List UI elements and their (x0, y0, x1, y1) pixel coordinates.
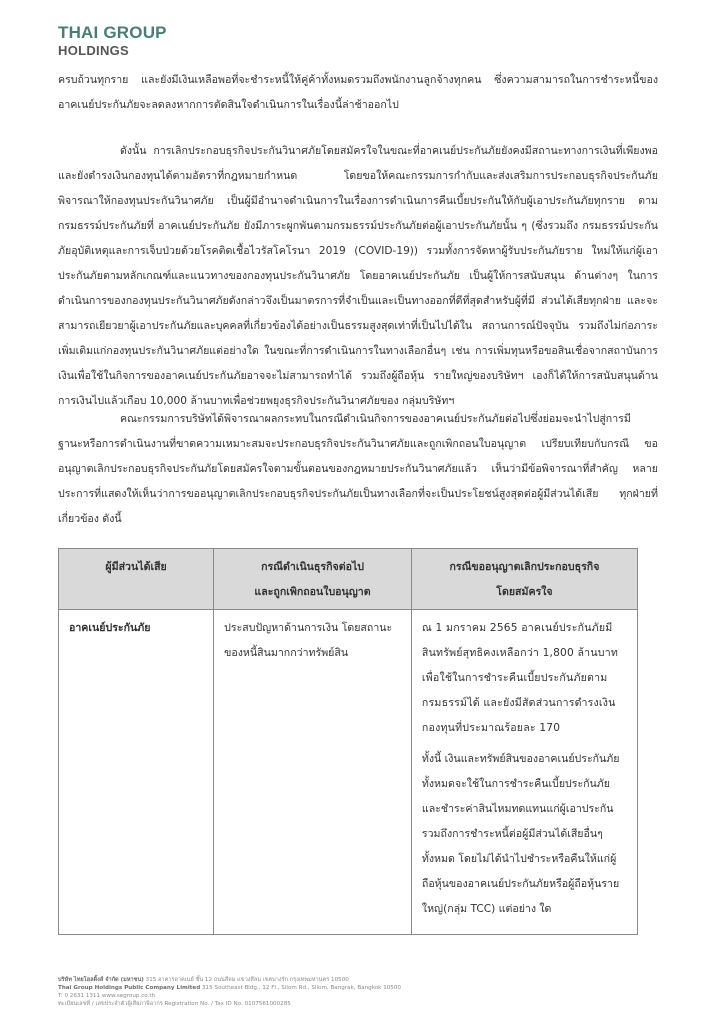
cell-continue-case: ประสบปัญหาด้านการเงิน โดยสถานะของหนี้สินมากกว่าทรัพย์สิน (214, 610, 412, 935)
table-header-row (59, 549, 638, 610)
header-stakeholder: ผู้มีส่วนได้เสีย (59, 549, 214, 610)
footer-address-en: 315 Southeast Bldg., 12 Fl., Silom Rd., Silom, Bangrak, Bangkok 10500 (202, 985, 401, 991)
paragraph-voluntary-exit: ดังนั้น การเลิกประกอบธุรกิจประกันวินาศภัยโดยสมัครใจในขณะที่อาคเนย์ประกันภัยยังคงมีสถานะทางการเงินที่เพียงพอ และยังดำรงเงินกองทุนได้ตามอัตราที่กฎหมายกำหนด โดยขอให้คณะกรรมการกำกับและส่งเสริมการประกอบธุรกิจประกันภัย พิจารณาให้กองทุนประกันวินาศภัย เป็นผู้มีอำนาจดำเนินการในเรื่องการดำเนินการคืนเบี้ยประกันให้กับผู้เอาประกันภัยทุกราย ตามกรมธรรม์ประกันภัยที่ อาคเนย์ประกันภัย ยังมีภาระผูกพันตามกรมธรรม์ประกันภัยต่อผู้เอาประกันภัยนั้น ๆ (ซึ่งรวมถึง กรมธรรม์ประกันภัยอุบัติเหตุและการเจ็บป่วยด้วยโรคติดเชื้อไวรัสโคโรนา 2019 (COVID-19)) รวมทั้งการจัดหาผู้รับประกันภัยราย ใหม่ให้แก่ผู้เอาประกันภัยตามหลักเกณฑ์และแนวทางของกองทุนประกันวินาศภัย โดยอาคเนย์ประกันภัย เป็นผู้ให้การสนับสนุน ด้านต่างๆ ในการดำเนินการของกองทุนประกันวินาศภัยดังกล่าวจึงเป็นมาตรการที่จำเป็นและเป็นทางออกที่ดีที่สุดสำหรับผู้ที่มี ส่วนได้เสียทุกฝ่าย และจะสามารถเยียวยาผู้เอาประกันภัยและบุคคลที่เกี่ยวข้องได้อย่างเป็นธรรมสูงสุดเท่าที่เป็นไปได้ใน สถานการณ์ปัจจุบัน รวมถึงไม่ก่อภาระเพิ่มเติมแก่กองทุนประกันวินาศภัยแต่อย่างใด ในขณะที่การดำเนินการในทางเลือกอื่นๆ เช่น การเพิ่มทุนหรือขอสินเชื่อจากสถาบันการเงินเพื่อใช้ในกิจการของอาคเนย์ประกันภัยอาจจะไม่สามารถทำได้ รวมถึงผู้ถือหุ้น รายใหญ่ของบริษัทฯ เองก็ได้ให้การสนับสนุนด้านการเงินไปแล้วเกือบ 10,000 ล้านบาทเพื่อช่วยพยุงธุรกิจประกันวินาศภัยของ กลุ่มบริษัทฯ (58, 145, 658, 407)
header-continue-line2: และถูกเพิกถอนใบอนุญาต (254, 586, 371, 598)
paragraph-continuation: ครบถ้วนทุกราย และยังมีเงินเหลือพอที่จะชำระหนี้ให้คู่ค้าทั้งหมดรวมถึงพนักงานลูกจ้างทุกคน ซึ่งความสามารถในการชำระหนี้ของอาคเนย์ประกันภัยจะลดลงหากการตัดสินใจดำเนินการในเรื่องนี้ล่าช้าออกไป (58, 74, 658, 111)
voluntary-case-para-2: ทั้งนี้ เงินและทรัพย์สินของอาคเนย์ประกันภัยทั้งหมดจะใช้ในการชำระคืนเบี้ยประกันภัยและชำระค่าสินไหมทดแทนแก่ผู้เอาประกัน รวมถึงการชำระหนี้ต่อผู้มีส่วนได้เสียอื่นๆ ทั้งหมด โดยไม่ได้นำไปชำระหรือคืนให้แก่ผู้ถือหุ้นของอาคเนย์ประกันภัยหรือผู้ถือหุ้นรายใหญ่(กลุ่ม TCC) แต่อย่าง ใด (421, 753, 620, 915)
footer-line-en (58, 984, 401, 992)
footer-company-en: Thai Group Holdings Public Company Limited (58, 985, 201, 991)
cell-voluntary-case (411, 610, 637, 935)
paragraph-board-consideration: คณะกรรมการบริษัทได้พิจารณาผลกระทบในกรณีดำเนินกิจการของอาคเนย์ประกันภัยต่อไปซึ่งย่อมจะนำไปสู่การมี ฐานะหรือการดำเนินงานที่ขาดความเหมาะสมจะประกอบธุรกิจประกันวินาศภัยและถูกเพิกถอนใบอนุญาต เปรียบเทียบกับกรณี ขออนุญาตเลิกประกอบธุรกิจประกันภัยโดยสมัครใจตามขั้นตอนของกฎหมายประกันวินาศภัยแล้ว เห็นว่ามีข้อพิจารณาที่สำคัญ หลายประการที่แสดงให้เห็นว่าการขออนุญาตเลิกประกอบธุรกิจประกันภัยเป็นทางเลือกที่จะเป็นประโยชน์สูงสุดต่อผู้มีส่วนได้เสีย ทุกฝ่ายที่เกี่ยวข้อง ดังนี้ (58, 413, 658, 525)
header-voluntary-line1: กรณีขออนุญาตเลิกประกอบธุรกิจ (449, 561, 600, 573)
cell-stakeholder: อาคเนย์ประกันภัย (59, 610, 214, 935)
footer-address-th: 315 อาคารอาคเนย์ ชั้น 12 ถนนสีลม แขวงสีลม เขตบางรัก กรุงเทพมหานคร 10500 (145, 977, 349, 983)
footer-contact: T: 0 2631 1311 www.segroup.co.th (58, 993, 156, 999)
header-voluntary-case (411, 549, 637, 610)
page-footer (58, 976, 401, 1008)
table-row (59, 610, 638, 935)
header-continue-case (214, 549, 412, 610)
footer-line-th (58, 976, 401, 984)
footer-company-th: บริษัท ไทยโฮลดิ้งส์ จำกัด (มหาชน) (58, 977, 144, 983)
logo-line-1: THAI GROUP (58, 23, 167, 42)
logo-line-2: HOLDINGS (58, 43, 130, 58)
header-continue-line1: กรณีดำเนินธุรกิจต่อไป (261, 561, 364, 573)
voluntary-case-para-1: ณ 1 มกราคม 2565 อาคเนย์ประกันภัยมีสินทรัพย์สุทธิคงเหลือกว่า 1,800 ล้านบาทเพื่อใช้ในการชำระคืนเบี้ยประกันภัยตามกรมธรรม์ได้ และยังมีสัดส่วนการดำรงเงินกองทุนที่ประมาณร้อยละ 170 (421, 622, 619, 734)
comparison-table (58, 548, 638, 935)
header-voluntary-line2: โดยสมัครใจ (496, 586, 553, 598)
footer-registration: ทะเบียนเลขที่ / เลขประจำตัวผู้เสียภาษีอากร Registration No. / Tax ID No. 0107561000285 (58, 1001, 291, 1007)
company-logo (58, 24, 167, 57)
